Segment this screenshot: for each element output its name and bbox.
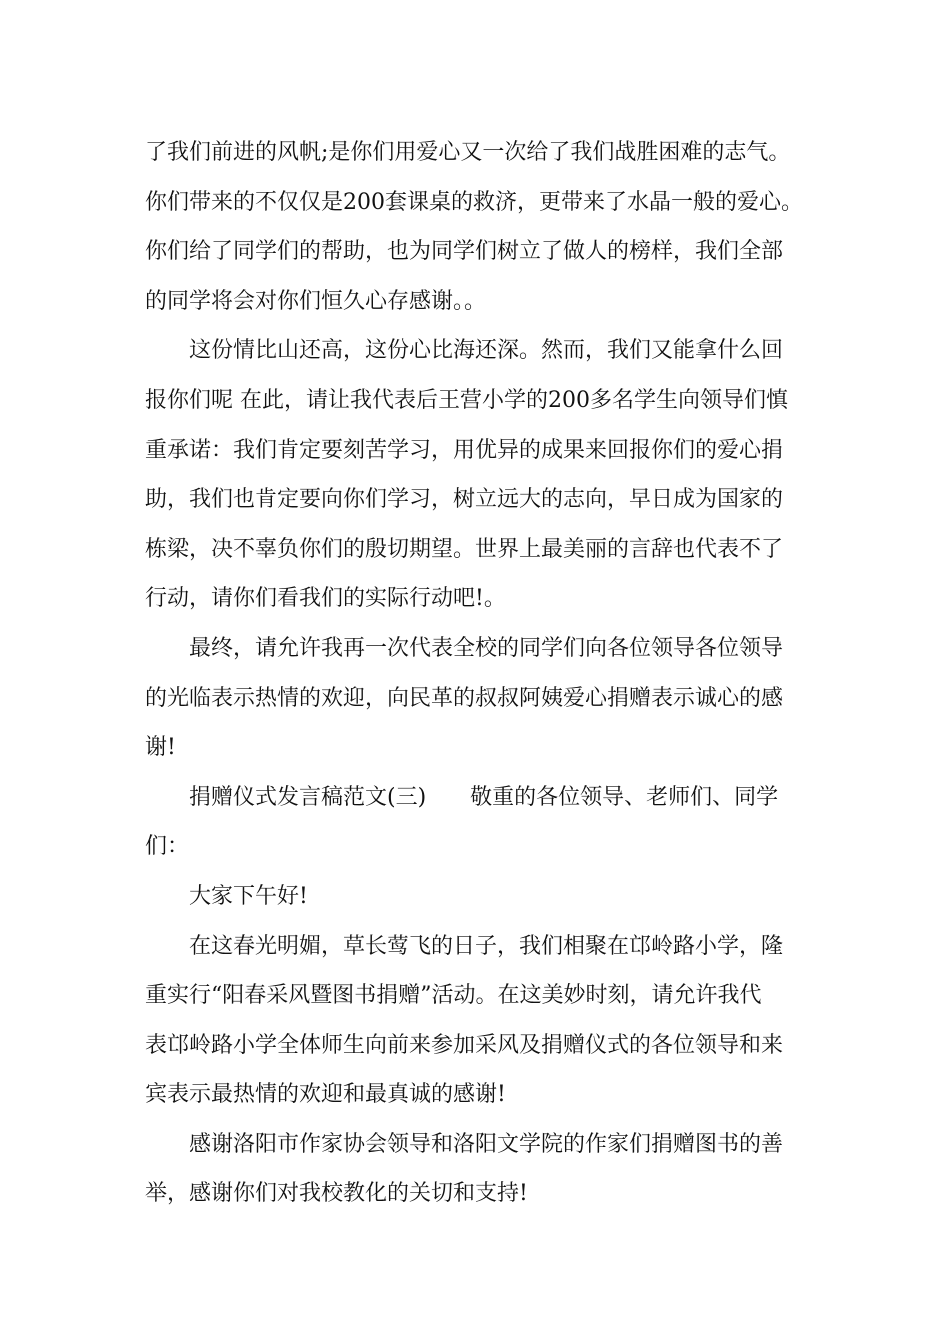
greeting-line: 大家下午好! (189, 883, 308, 909)
text-line: 这份情比山还高，这份心比海还深。然而，我们又能拿什么回 (189, 338, 784, 364)
document-body (145, 128, 815, 1219)
text-line: 的光临表示热情的欢迎，向民革的叔叔阿姨爱心捐赠表示诚心的感 (145, 685, 784, 711)
text-line: 最终，请允许我再一次代表全校的同学们向各位领导各位领导 (189, 635, 784, 661)
text-line: 的同学将会对你们恒久心存感谢。。 (145, 288, 487, 314)
text-line: 重承诺：我们肯定要刻苦学习，用优异的成果来回报你们的爱心捐 (145, 437, 784, 463)
text-line: 举，感谢你们对我校教化的关切和支持! (145, 1181, 528, 1207)
text-line: 们： (145, 834, 190, 860)
text-line: 行动，请你们看我们的实际行动吧!。 (145, 586, 506, 612)
text-line: 栋梁，决不辜负你们的殷切期望。世界上最美丽的言辞也代表不了 (145, 536, 784, 562)
text-line: 谢! (145, 735, 176, 761)
text-line: 报你们呢 在此，请让我代表后王营小学的200多名学生向领导们慎 (145, 387, 788, 413)
text-line: 你们带来的不仅仅是200套课桌的救济，更带来了水晶一般的爱心。 (145, 189, 803, 215)
text-line: 你们给了同学们的帮助，也为同学们树立了做人的榜样，我们全部 (145, 239, 784, 265)
text-line: 了我们前进的风帆;是你们用爱心又一次给了我们战胜困难的志气。 (145, 140, 791, 165)
text-line: 表邙岭路小学全体师生向前来参加采风及捐赠仪式的各位领导和来 (145, 1032, 784, 1058)
section-heading-line: 捐赠仪式发言稿范文(三) 敬重的各位领导、老师们、同学 (189, 784, 779, 810)
text-line: 重实行“阳春采风暨图书捐赠”活动。在这美妙时刻，请允许我代 (145, 983, 762, 1009)
text-line: 在这春光明媚，草长莺飞的日子，我们相聚在邙岭路小学，隆 (189, 933, 784, 959)
text-line: 助，我们也肯定要向你们学习，树立远大的志向，早日成为国家的 (145, 487, 784, 513)
text-line: 宾表示最热情的欢迎和最真诚的感谢! (145, 1082, 506, 1108)
text-line: 感谢洛阳市作家协会领导和洛阳文学院的作家们捐赠图书的善 (189, 1131, 784, 1157)
